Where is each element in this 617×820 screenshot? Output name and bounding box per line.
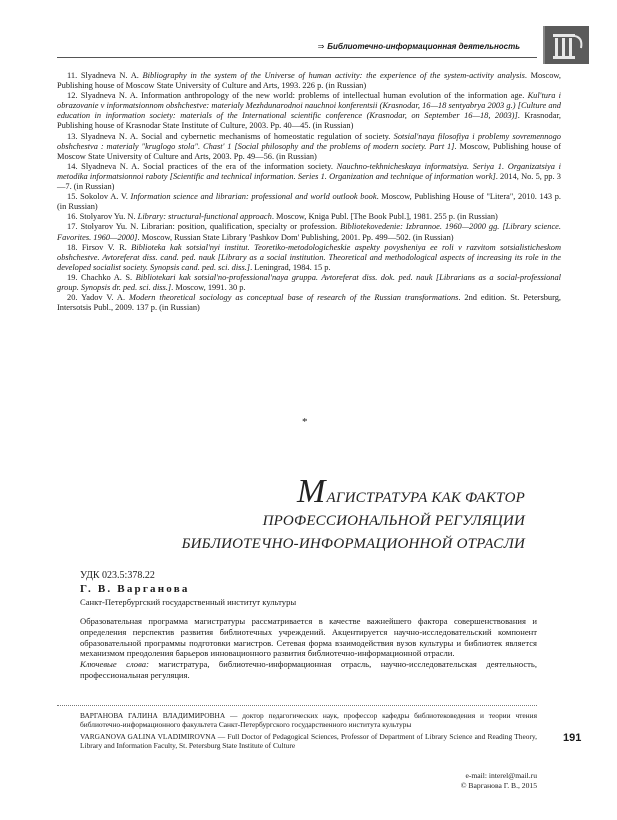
reference-item: 13. Slyadneva N. A. Social and cybernetic mechanisms of homeostatic regulation of society. Sotsial'naya filosofiya i problemy sovremennogo obshchestva : materialy "kruglogo stola". Chast' 1 [Social philosophy and the problems of modern society. Part 1]. Moscow, Publishing house of Moscow State University of Culture and Arts, 2003. Pp. 49—56. (in Russian) <box>57 131 561 161</box>
reference-item: 16. Stolyarov Yu. N. Library: structural-functional approach. Moscow, Kniga Publ. [The Book Publ.], 1981. 255 p. (in Russian) <box>67 212 498 222</box>
section-separator: * <box>302 416 308 428</box>
title-line-1-text: АГИСТРАТУРА КАК ФАКТОР <box>326 490 525 506</box>
reference-item: 18. Firsov V. R. Biblioteka kak sotsial'nyi institut. Teoretiko-metodologicheskie aspekty povysheniya ee roli v razvitom sotsialisticheskom obshchestve. Avtoreferat diss. cand. ped. nauk [Library as a social institution. Theoretical and methodological aspects of increasing its role in the developed socialist society. Synopsis cand. ped. sci. diss.]. Leningrad, 1984. 15 p. <box>57 242 561 272</box>
bio-ru: ВАРГАНОВА ГАЛИНА ВЛАДИМИРОВНА — доктор педагогических наук, профессор кафедры библиотековедения и теории чтения библиотечно-информационного факультета Санкт-Петербургского государственного института культуры <box>80 711 537 730</box>
header-rule <box>57 57 537 58</box>
article-title <box>150 473 525 556</box>
title-line-2: ПРОФЕССИОНАЛЬНОЙ РЕГУЛЯЦИИ <box>262 513 525 529</box>
title-line-1 <box>150 473 525 510</box>
reference-item: 19. Chachko A. S. Bibliotekari kak sotsial'no-professional'naya gruppa. Avtoreferat diss. dok. ped. nauk [Librarians as a social-professional group. Synopsis dr. ped. sci. diss.]. Moscow, 1991. 30 p. <box>57 272 562 292</box>
keywords-label: Ключевые слова: <box>80 659 149 670</box>
author-bio <box>80 711 537 752</box>
author-name: Г. В. Варганова <box>80 583 190 595</box>
journal-logo <box>543 26 589 64</box>
keywords-text: магистратура, библиотечно-информационная отрасль, научно-исследовательская деятельность, профессиональная регуляция. <box>80 659 537 680</box>
udk-code: УДК 023.5:378.22 <box>80 570 155 581</box>
section-title: Библиотечно-информационная деятельность <box>327 42 520 51</box>
dotted-divider <box>57 705 537 706</box>
copyright: © Варганова Г. В., 2015 <box>460 780 537 790</box>
page-number: 191 <box>563 732 582 744</box>
bio-en: VARGANOVA GALINA VLADIMIROVNA — Full Doctor of Pedagogical Sciences, Professor of Department of Library Science and Reading Theory, Library and Information Faculty, St. Petersburg State Institute of Culture <box>80 731 537 750</box>
author-affiliation: Санкт-Петербургский государственный институт культуры <box>80 597 297 607</box>
abstract-text: Образовательная программа магистратуры рассматривается в качестве важнейшего фактора совершенствования и определения перспектив развития библиотечных учреждений. Акцентируется научно-исследовательский компонент образовательной программы подготовки магистров. Сетевая форма взаимодействия вузов культуры и библиотек является механизмом преодоления барьеров инновационного развития библиотечно-информационной отрасли. <box>80 616 537 659</box>
title-drop-letter: М <box>296 473 326 510</box>
references-list <box>57 71 561 313</box>
reference-item: 12. Slyadneva N. A. Information anthropology of the new world: problems of intellectual human evolution of the information age. Kul'tura i obrazovanie v informatsionnom obshchestve: materialy Mezhdunarodnoi nauchnoi konferentsii (Krasnodar, 16—18 sentyabrya 2003 g.) [Culture and education in information society: materials of the International scientific conference (Krasnodar, on September 16—18, 2003)]. Krasnodar, Publishing house of Krasnodar State Institute of Culture, 2003. Pp. 40—45. (in Russian) <box>57 91 561 131</box>
reference-item: 14. Slyadneva N. A. Social practices of the era of the information society. Nauchno-tekhnicheskaya informatsiya. Seriya 1. Organizatsiya i metodika informatsionnoi raboty [Scientific and technical information. Series 1. Organization and technique of information work]. 2014, No. 5, pp. 3—7. (in Russian) <box>57 161 561 192</box>
reference-item: 15. Sokolov A. V. Information science and librarian: professional and world outlook book. Moscow, Publishing House of "Litera", 2010. 143 p. (in Russian) <box>57 192 562 212</box>
arrow-icon: ⇒ <box>317 42 325 51</box>
running-header <box>300 42 520 51</box>
keywords <box>80 659 537 681</box>
reference-item: 11. Slyadneva N. A. Bibliography in the system of the Universe of human activity: the experience of the system-activity analysis. Moscow, Publishing house of Moscow State University of Culture and Arts, 1993. 226 p. (in Russian) <box>57 71 561 91</box>
reference-item: 17. Stolyarov Yu. N. Librarian: position, qualification, specialty or profession. Bibliotekovedenie: Izbrannoe. 1960—2000 gg. [Library science. Favorites. 1960—2000]. Moscow, Russian State Library 'Pashkov Dom' Publishing, 2001. Pp. 499—502. (in Russian) <box>57 222 561 242</box>
email: e-mail: interel@mail.ru <box>465 771 537 780</box>
columns-logo-icon <box>545 26 589 64</box>
title-line-3: БИБЛИОТЕЧНО-ИНФОРМАЦИОННОЙ ОТРАСЛИ <box>181 536 525 552</box>
abstract <box>80 616 537 681</box>
contact-info <box>300 771 537 790</box>
reference-item: 20. Yadov V. A. Modern theoretical sociology as conceptual base of research of the Russian transformations. 2nd edition. St. Petersburg, Intersotsis Publ., 2009. 137 p. (in Russian) <box>57 293 562 313</box>
